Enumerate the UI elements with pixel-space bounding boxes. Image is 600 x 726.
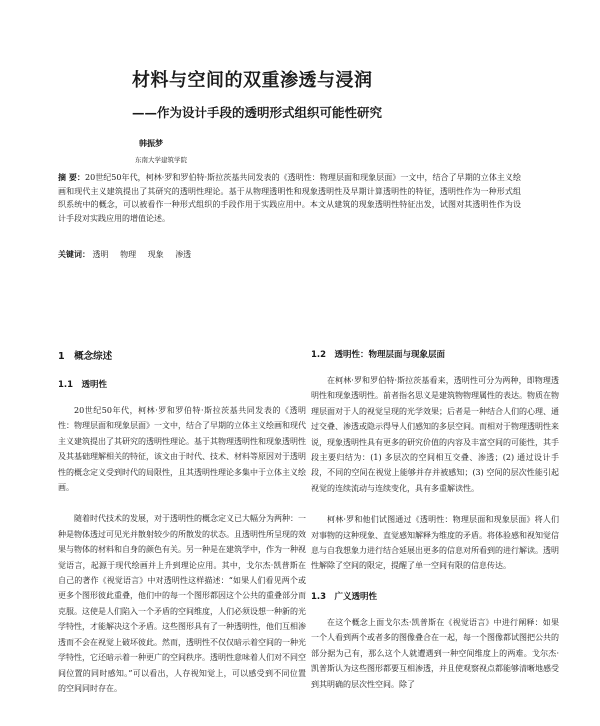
left-column (58, 348, 306, 712)
subsection-heading: 1.1 透明性 (58, 380, 108, 390)
author-affiliation: 东南大学建筑学院 (135, 156, 187, 164)
paper-title: 材料与空间的双重渗透与浸润 (132, 70, 373, 91)
paper-subtitle: ——作为设计手段的透明形式组织可能性研究 (132, 105, 383, 120)
paragraph: 在这个概念上面戈尔杰·凯普斯在《视觉语言》中进行阐释：如果一个人看到两个或者多的图像叠合在一起，每一个图像都试图把公共的部分据为己有，那么这个人就遭遇到一种空间维度上的两难。戈尔杰·凯普斯认为这些图形都要互相渗透，并且使观察视点都能够清晰地感受到其明确的层次性空间。除了 (311, 617, 559, 689)
paragraph: 柯林·罗和他们试图通过《透明性：物理层面和现象层面》将人们对事物的这种现象、直觉感知解释为维度的矛盾。将体验感和视知觉信息与自我想象力进行结合延展出更多的信息对所看到的进行解读。透明性解除了空间的限定，提醒了单一空间有限的信息传达。 (311, 515, 559, 571)
paragraph: 20世纪50年代，柯林·罗和罗伯特·斯拉茨基共同发表的《透明性：物理层面和现象层面》一文中，结合了早期的立体主义绘画和现代主义建筑提出了其研究的透明性理论。基于其物理透明性和现象透明性及其基础理解相关的特征，该文由于时代、技术、材料等原因对于透明性的概念定义受到时代的局限性，且其透明性理论多集中于立体主义绘画。 (58, 406, 306, 493)
right-column (311, 348, 559, 708)
keyword: 现象 (147, 250, 164, 259)
section-heading: 1 概念综述 (58, 351, 113, 362)
author-name: 韩振梦 (139, 138, 163, 148)
subsection-heading: 1.2 透明性：物理层面与现象层面 (311, 350, 446, 360)
paragraph: 随着时代技术的发展，对于透明性的概念定义已大幅分为两种：一种是物体透过可见光并散射较少的所散发的状态。且透明性所呈现的效果与物体的材料和自身的颜色有关。另一种是在建筑学中，作为一种视觉语言，起源于现代绘画并上升到理论应用。其中，戈尔杰·凯普斯在自己的著作《视觉语言》中对透明性这样描述：“如果人们看见两个或更多个图形彼此重叠，他们中的每一个图形都因这个公共的重叠部分而克服。这使是人们陷入一个矛盾的空间维度，人们必须设想一种新的光学特性，才能解决这个矛盾。这些图形具有了一种透明性，他们互相渗透而不会在视觉上破坏彼此。然而，透明性不仅仅暗示着空间的一种光学特性，它还暗示着一种更广的空间秩序。透明性意味着人们对不同空间位置的同时感知。”可以看出，人存视知觉上，可以感受到不同位置的空间同时存在。 (58, 514, 306, 693)
keyword: 透明 (92, 250, 109, 259)
keyword: 渗透 (175, 250, 192, 259)
keywords (58, 249, 200, 260)
keyword: 物理 (120, 250, 137, 259)
abstract (58, 171, 521, 225)
abstract-label: 摘 要： (58, 172, 85, 182)
paragraph: 在柯林·罗和罗伯特·斯拉茨基看来，透明性可分为两种，即物理透明性和现象透明性。前者指名思义是建筑物物理属性的表达。物质在物理层面对于人的视觉呈现的光学效果；后者是一种结合人们的心理、通过交叠、渗透或隐示得导人们感知的多层空间。而相对于物理透明性来说，现象透明性具有更多的研究价值的内容及丰富空间的可能性，其手段主要归结为：(1) 多层次的空间相互交叠、渗透；(2) 通过设计手段，不同的空间在视觉上能够并存并被感知；(3) 空间的层次性能引起视觉的连续流动与连续变化，具有多重解读性。 (311, 376, 559, 493)
keywords-label: 关键词： (58, 249, 90, 259)
subsection-heading: 1.3 广义透明性 (311, 591, 378, 602)
abstract-text: 20世纪50年代，柯林·罗和罗伯特·斯拉茨基共同发表的《透明性：物理层面和现象层面》一文中，结合了早期的立体主义绘画和现代主义建筑提出了其研究的透明性理论。基于从物理透明性和现象透明性及早期计算透明性的特征，透明性作为一种形式组织系统中的概念，可以被看作一种形式组织的手段作用于实践应用中。本文从建筑的现象透明性特征出发，试图对其透明性作为设计手段对实践应用的增值论述。 (58, 173, 521, 223)
